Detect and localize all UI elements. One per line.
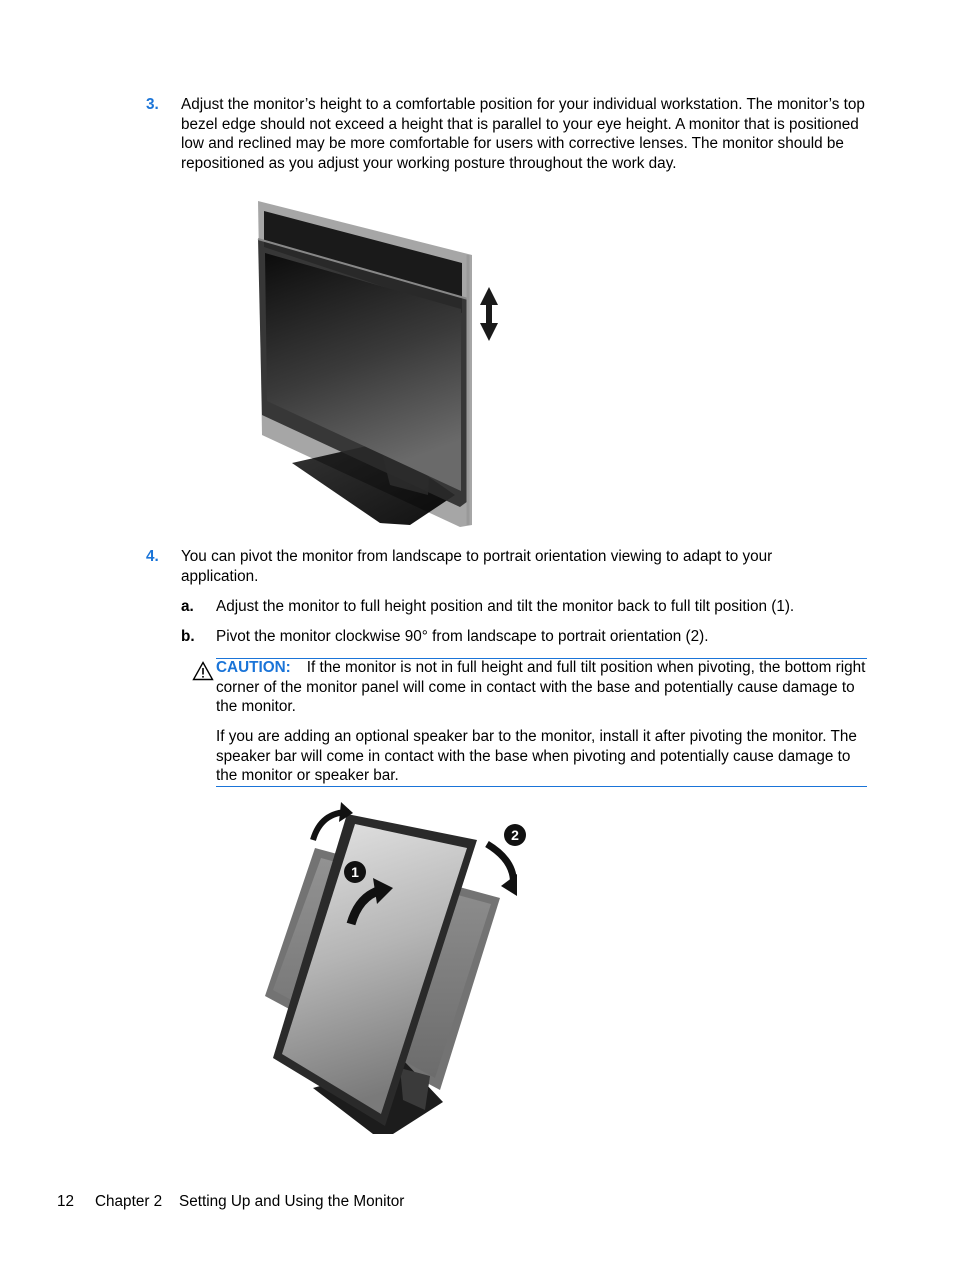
monitor-height-figure [250,195,510,530]
monitor-pivot-figure [255,800,545,1140]
callout-2-label: 2 [511,827,519,843]
warning-triangle-icon [192,661,214,687]
pivot-arrow-icon [487,844,517,896]
step-3-number: 3. [146,96,159,113]
caution-text-block [216,658,867,717]
step-3-text: Adjust the monitor’s height to a comfortable position for your individual workstation. The monitor’s top bezel edge should not exceed a height that is parallel to your eye height. A monitor that is positioned low and reclined may be more comfortable for users with corrective lenses. The monitor should be repositioned as you adjust your working posture throughout the work day. [181,96,865,172]
callout-1 [344,861,366,883]
caution-bottom-rule [216,786,867,787]
caution-label: CAUTION: [216,659,291,676]
step-4-number: 4. [146,548,159,565]
callout-1-label: 1 [351,864,359,880]
caution-text: If the monitor is not in full height and full tilt position when pivoting, the bottom right corner of the monitor panel will come in contact with the base and potentially cause damage to the monitor. [216,659,866,715]
step-4a-text: Adjust the monitor to full height position and tilt the monitor back to full tilt position (1). [216,598,795,615]
step-4b-label: b. [181,628,195,645]
callout-2 [504,824,526,846]
footer-chapter: Chapter 2 [95,1193,163,1210]
page-number: 12 [57,1193,75,1210]
step-4a-label: a. [181,598,194,615]
footer-chapter-title: Setting Up and Using the Monitor [179,1193,405,1210]
step-4-text: You can pivot the monitor from landscape to portrait orientation viewing to adapt to your application. [181,548,773,585]
step-4b-text: Pivot the monitor clockwise 90° from landscape to portrait orientation (2). [216,628,709,645]
caution-text-2: If you are adding an optional speaker bar to the monitor, install it after pivoting the monitor. The speaker bar will come in contact with the base when pivoting and potentially cause damage to the monitor or speaker bar. [216,728,857,784]
height-arrow-icon [480,287,498,341]
